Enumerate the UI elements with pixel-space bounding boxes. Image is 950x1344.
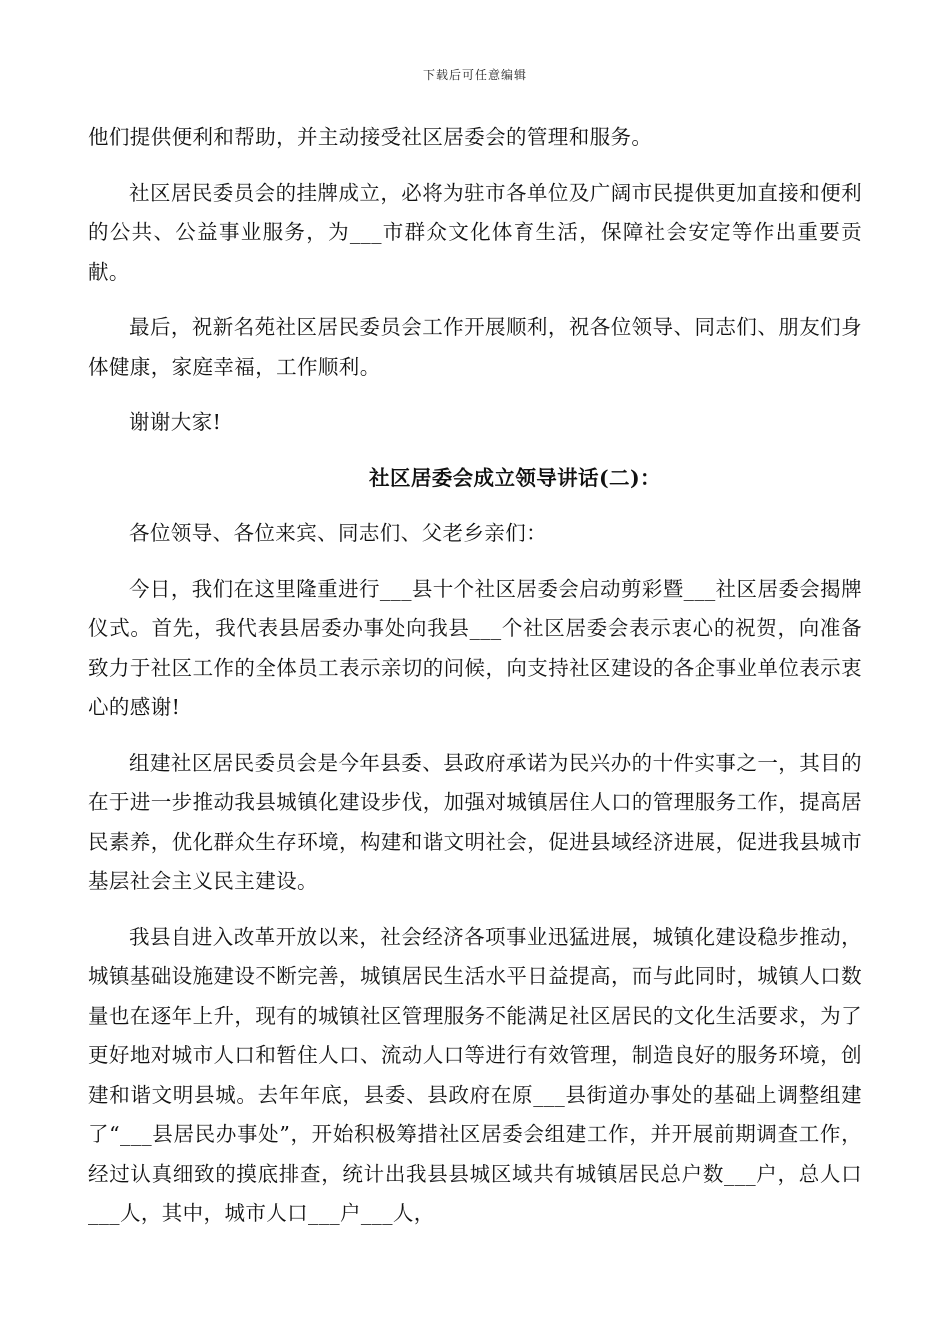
- paragraph: 今日，我们在这里隆重进行___县十个社区居委会启动剪彩暨___社区居委会揭牌仪式。首先，我代表县居委办事处向我县___个社区居委会表示衷心的祝贺，向准备致力于社区工作的全体员工表示亲切的问候，向支持社区建设的各企事业单位表示衷心的感谢!: [88, 576, 862, 719]
- paragraph: 各位领导、各位来宾、同志们、父老乡亲们：: [129, 521, 547, 545]
- paragraph: 我县自进入改革开放以来，社会经济各项事业迅猛进展，城镇化建设稳步推动，城镇基础设施建设不断完善，城镇居民生活水平日益提高，而与此同时，城镇人口数量也在逐年上升，现有的城镇社区管理服务不能满足社区居民的文化生活要求，为了更好地对城市人口和暂住人口、流动人口等进行有效管理，制造良好的服务环境，创建和谐文明县城。去年年底，县委、县政府在原___县街道办事处的基础上调整组建了“___县居民办事处”，开始积极筹措社区居委会组建工作，并开展前期调查工作，经过认真细致的摸底排查，统计出我县县城区域共有城镇居民总户数___户，总人口___人，其中，城市人口___户___人，: [88, 924, 862, 1225]
- paragraph: 组建社区居民委员会是今年县委、县政府承诺为民兴办的十件实事之一，其目的在于进一步推动我县城镇化建设步伐，加强对城镇居住人口的管理服务工作，提高居民素养，优化群众生存环境，构建和谐文明社会，促进县域经济进展，促进我县城市基层社会主义民主建设。: [88, 750, 862, 893]
- paragraph: 他们提供便利和帮助，并主动接受社区居委会的管理和服务。: [88, 125, 653, 149]
- paragraph: 社区居民委员会的挂牌成立，必将为驻市各单位及广阔市民提供更加直接和便利的公共、公益事业服务，为___市群众文化体育生活，保障社会安定等作出重要贡献。: [88, 180, 862, 284]
- page-header: 下载后可任意编辑: [422, 68, 527, 82]
- paragraph: 最后，祝新名苑社区居民委员会工作开展顺利，祝各位领导、同志们、朋友们身体健康，家庭幸福，工作顺利。: [88, 315, 862, 379]
- section-heading: 社区居委会成立领导讲话(二)：: [369, 465, 661, 490]
- document-body: [88, 118, 862, 1250]
- paragraph: 谢谢大家!: [129, 410, 222, 434]
